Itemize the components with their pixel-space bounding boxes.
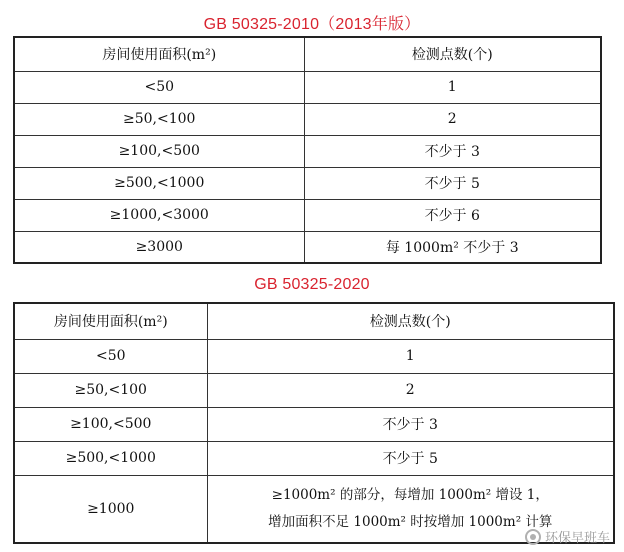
points-cell: 不少于 6	[304, 199, 601, 231]
table-row	[14, 103, 601, 135]
points-cell: 每 1000m² 不少于 3	[304, 231, 601, 263]
table-row	[14, 135, 601, 167]
watermark	[525, 527, 610, 546]
points-cell: 不少于 5	[304, 167, 601, 199]
table-row	[14, 373, 614, 407]
points-cell: 不少于 5	[207, 441, 614, 475]
area-cell: ≥500,<1000	[14, 167, 304, 199]
table-row	[14, 71, 601, 103]
table-header-row	[14, 303, 614, 339]
detection-points-table-2010	[13, 36, 602, 264]
area-cell: <50	[14, 71, 304, 103]
points-cell: 不少于 3	[207, 407, 614, 441]
points-cell: 1	[304, 71, 601, 103]
points-line-1: ≥1000m² 的部分，每增加 1000m² 增设 1，	[271, 486, 549, 503]
table-row	[14, 407, 614, 441]
table-header-row	[14, 37, 601, 71]
points-cell: 2	[207, 373, 614, 407]
points-column-header: 检测点数(个)	[304, 37, 601, 71]
detection-points-table-2020	[13, 302, 615, 544]
table-row	[14, 167, 601, 199]
area-cell: ≥50,<100	[14, 103, 304, 135]
area-cell: ≥3000	[14, 231, 304, 263]
area-cell: ≥500,<1000	[14, 441, 207, 475]
table-row	[14, 339, 614, 373]
area-column-header: 房间使用面积(m²)	[14, 303, 207, 339]
table-row	[14, 199, 601, 231]
area-cell: ≥100,<500	[14, 135, 304, 167]
area-cell: ≥100,<500	[14, 407, 207, 441]
points-column-header: 检测点数(个)	[207, 303, 614, 339]
table-2020-title: GB 50325-2020	[254, 276, 370, 293]
area-column-header: 房间使用面积(m²)	[14, 37, 304, 71]
watermark-text: 环保早班车	[544, 531, 610, 546]
area-cell: ≥1000	[14, 475, 207, 543]
points-cell: 1	[207, 339, 614, 373]
table-row	[14, 441, 614, 475]
table-2010-title: GB 50325-2010（2013年版）	[203, 16, 421, 33]
wechat-logo-icon	[525, 529, 541, 545]
points-line-2: 增加面积不足 1000m² 时按增加 1000m² 计算	[268, 513, 553, 530]
table-row	[14, 231, 601, 263]
area-cell: ≥50,<100	[14, 373, 207, 407]
points-cell: 不少于 3	[304, 135, 601, 167]
area-cell: <50	[14, 339, 207, 373]
area-cell: ≥1000,<3000	[14, 199, 304, 231]
points-cell: 2	[304, 103, 601, 135]
